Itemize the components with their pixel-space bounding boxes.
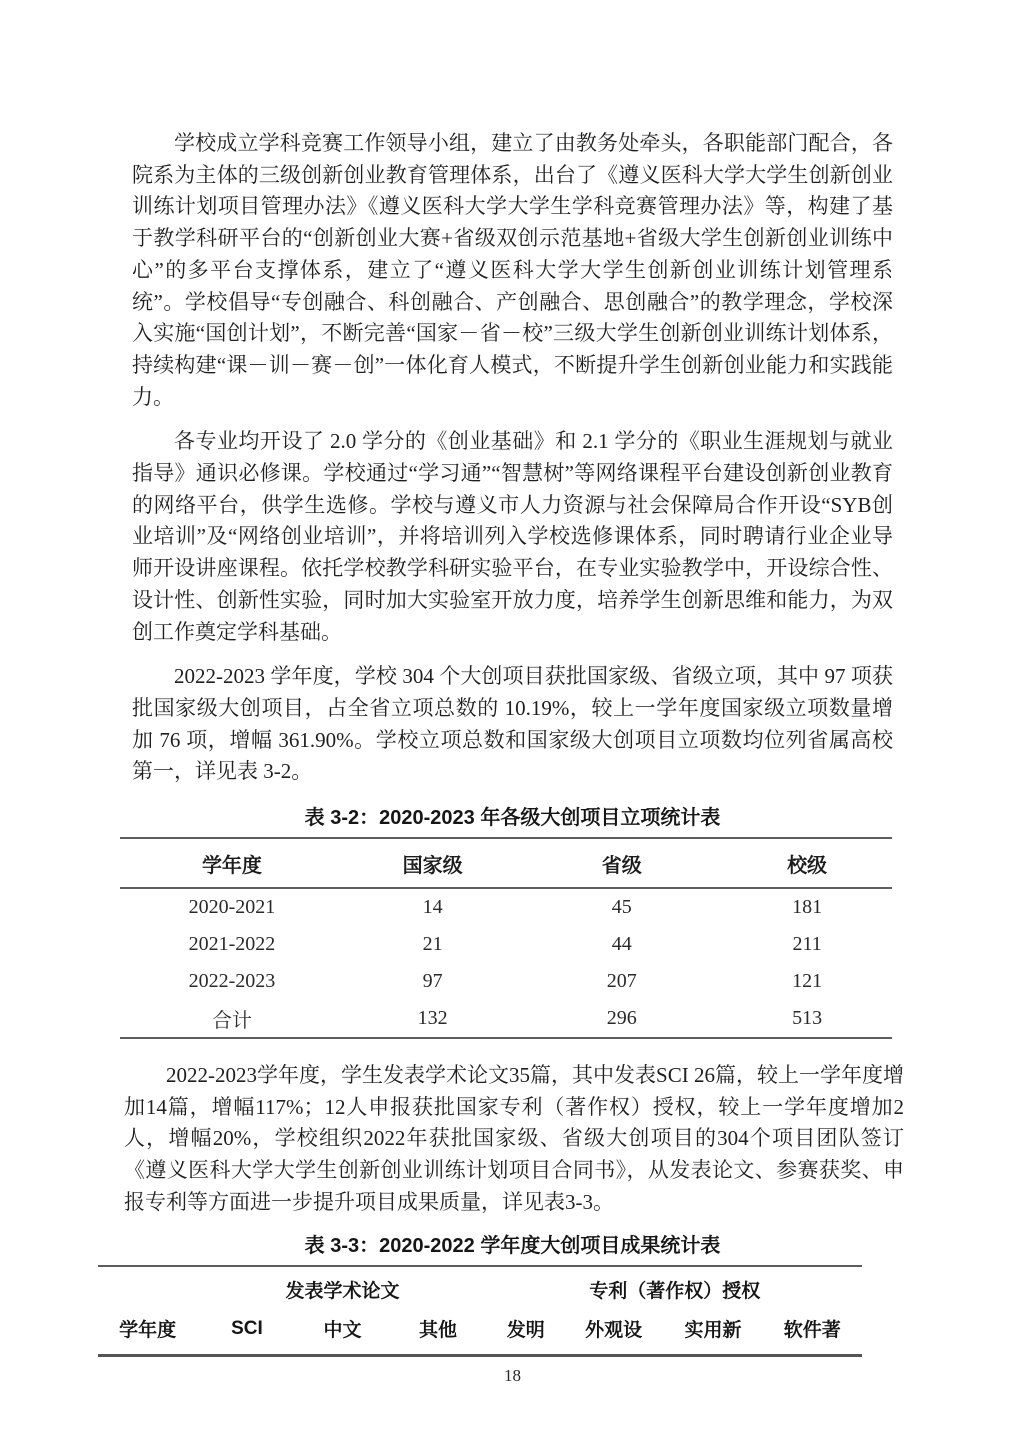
header-provincial-level: 省级 — [601, 854, 642, 877]
table-3-3-caption: 表 3-3：2020-2022 学年度大创项目成果统计表 — [304, 1234, 721, 1257]
table-cell: 2020-2021 — [188, 896, 276, 919]
table-3-3-column-header-row — [98, 1309, 862, 1356]
group-header-papers: 发表学术论文 — [285, 1280, 400, 1302]
header-sci: SCI — [231, 1317, 263, 1339]
paragraph-project-approval: 2022-2023 学年度，学校 304 个大创项目获批国家级、省级立项，其中 97 项获批国家级大创项目，占全省立项总数的 10.19%，较上一学年度国家级立项数量增加 76 项，增幅 361.90%。学校立项总数和国家级大创项目立项数均位列省属高校第一，详见表 3-2。 — [132, 664, 893, 784]
header-other: 其他 — [418, 1320, 457, 1342]
header-invention: 发明 — [506, 1320, 545, 1342]
header-design: 外观设 — [585, 1320, 643, 1342]
table-cell: 121 — [792, 970, 823, 993]
paragraph-courses: 各专业均开设了 2.0 学分的《创业基础》和 2.1 学分的《职业生涯规划与就业指导》通识必修课。学校通过“学习通”“智慧树”等网络课程平台建设创新创业教育的网络平台，供学生选修。学校与遵义市人力资源与社会保障局合作开设“SYB创业培训”及“网络创业培训”，并将培训列入学校选修课体系，同时聘请行业企业导师开设讲座课程。依托学校教学科研实验平台，在专业实验教学中，开设综合性、设计性、创新性实验，同时加大实验室开放力度，培养学生创新思维和能力，为双创工作奠定学科基础。 — [132, 429, 893, 644]
table-cell: 合计 — [211, 1010, 252, 1033]
table-cell: 97 — [422, 970, 443, 993]
table-3-3-group-header-row — [98, 1266, 862, 1309]
group-header-patents: 专利（著作权）授权 — [589, 1280, 761, 1302]
empty-corner-cell — [98, 1266, 197, 1309]
header-school-level: 校级 — [787, 854, 828, 877]
table-row-2021-2022 — [120, 926, 892, 963]
table-cell: 207 — [606, 970, 637, 993]
table-cell: 211 — [792, 933, 822, 956]
table-3-2-caption: 表 3-2：2020-2023 年各级大创项目立项统计表 — [304, 807, 721, 830]
header-academic-year: 学年度 — [119, 1320, 177, 1342]
table-cell: 44 — [611, 933, 632, 956]
table-row-total — [120, 1000, 892, 1038]
table-cell: 132 — [417, 1007, 448, 1030]
table-cell: 21 — [422, 933, 443, 956]
table-cell: 513 — [792, 1007, 823, 1030]
header-chinese: 中文 — [323, 1320, 362, 1342]
paragraph-achievements: 2022-2023学年度，学生发表学术论文35篇，其中发表SCI 26篇，较上一学年度增加14篇，增幅117%；12人申报获批国家专利（著作权）授权，较上一学年度增加2人，增幅20%，学校组织2022年获批国家级、省级大创项目的304个项目团队签订《遵义医科大学大学生创新创业训练计划项目合同书》，从发表论文、参赛获奖、申报专利等方面进一步提升项目成果质量，详见表3-3。 — [124, 1063, 904, 1214]
header-academic-year: 学年度 — [201, 854, 262, 877]
header-national-level: 国家级 — [402, 854, 463, 877]
table-cell: 2022-2023 — [188, 970, 276, 993]
table-cell: 14 — [422, 896, 443, 919]
table-cell: 2021-2022 — [188, 933, 276, 956]
table-3-2-header-row — [120, 838, 892, 888]
table-cell: 296 — [606, 1007, 637, 1030]
paragraph-competition-system: 学校成立学科竞赛工作领导小组，建立了由教务处牵头，各职能部门配合，各院系为主体的三级创新创业教育管理体系，出台了《遵义医科大学大学生创新创业训练计划项目管理办法》《遵义医科大学大学生学科竞赛管理办法》等，构建了基于教学科研平台的“创新创业大赛+省级双创示范基地+省级大学生创新创业训练中心”的多平台支撑体系，建立了“遵义医科大学大学生创新创业训练计划管理系统”。学校倡导“专创融合、科创融合、产创融合、思创融合”的教学理念，学校深入实施“国创计划”，不断完善“国家－省－校”三级大学生创新创业训练计划体系，持续构建“课－训－赛－创”一体化育人模式，不断提升学生创新创业能力和实践能力。 — [132, 131, 893, 409]
header-software: 软件著 — [783, 1320, 841, 1342]
table-3-2-project-stats — [120, 837, 892, 1039]
table-row-2022-2023 — [120, 963, 892, 1000]
header-utility: 实用新 — [684, 1320, 742, 1342]
table-cell: 45 — [611, 896, 632, 919]
table-3-3-achievement-stats — [98, 1265, 862, 1357]
table-row-2020-2021 — [120, 888, 892, 926]
page-number: 18 — [504, 1365, 521, 1385]
page-content — [119, 128, 904, 1386]
table-cell: 181 — [792, 896, 823, 919]
